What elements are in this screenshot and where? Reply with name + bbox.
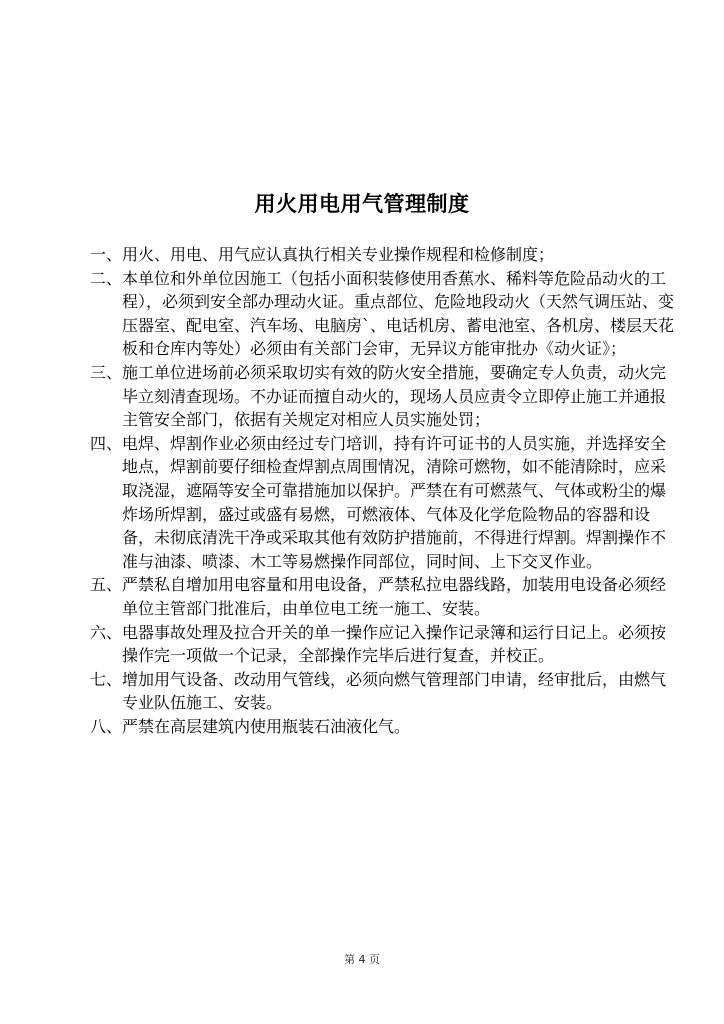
clause-number: 五、 [90, 575, 123, 595]
clause-item-5 [90, 573, 680, 620]
clause-number: 四、 [90, 433, 123, 453]
clause-item-2 [90, 267, 680, 361]
page-title: 用火用电用气管理制度 [254, 192, 470, 217]
clause-item-6 [90, 621, 680, 668]
clause-item-1 [90, 243, 680, 267]
clause-item-4 [90, 432, 680, 574]
clause-text: 施工单位进场前必须采取切实有效的防火安全措施，要确定专人负责，动火完毕立刻清查现场。不办证而擅自动火的，现场人员应责令立即停止施工并通报主管安全部门，依据有关规定对相应人员实施处罚； [122, 362, 667, 430]
clause-item-8 [90, 715, 680, 739]
clause-item-7 [90, 668, 680, 715]
clause-text: 本单位和外单位因施工（包括小面积装修使用香蕉水、稀料等危险品动火的工程），必须到安全部办理动火证。重点部位、危险地段动火（天然气调压站、变压器室、配电室、汽车场、电脑房`、电话机房、蓄电池室、各机房、楼层天花板和仓库内等处）必须由有关部门会审，无异议方能审批办《动火证》； [122, 268, 675, 359]
clause-text: 严禁私自增加用电容量和用电设备，严禁私拉电器线路，加装用电设备必须经单位主管部门批准后，由单位电工统一施工、安装。 [122, 575, 667, 618]
clause-text: 用火、用电、用气应认真执行相关专业操作规程和检修制度； [122, 245, 555, 264]
clause-number: 三、 [90, 362, 123, 382]
clause-text: 电焊、焊割作业必须由经过专门培训，持有许可证书的人员实施，并选择安全地点，焊割前要仔细检查焊割点周围情况，清除可燃物，如不能清除时，应采取浇湿，遮隔等安全可靠措施加以保护。严禁在有可燃蒸气、气体或粉尘的爆炸场所焊割，盛过或盛有易燃，可燃液体、气体及化学危险物品的容器和设备，未彻底清洗干净或采取其他有效防护措施前，不得进行焊割。焊割操作不准与油漆、喷漆、木工等易燃操作同部位，同时间、上下交叉作业。 [122, 433, 667, 571]
clause-text: 增加用气设备、改动用气管线，必须向燃气管理部门申请，经审批后，由燃气专业队伍施工、安装。 [122, 669, 667, 713]
clause-number: 七、 [90, 669, 123, 689]
clause-text: 电器事故处理及拉合开关的单一操作应记入操作记录簿和运行日记上。必须按操作完一项做一个记录，全部操作完毕后进行复查，并校正。 [122, 622, 667, 666]
clause-number: 六、 [90, 622, 123, 642]
clause-list [90, 243, 680, 738]
clause-text: 严禁在高层建筑内使用瓶装石油液化气。 [122, 716, 411, 736]
page-number: 第 4 页 [344, 953, 380, 966]
clause-number: 一、 [90, 245, 123, 264]
clause-number: 二、 [90, 268, 123, 288]
clause-number: 八、 [90, 716, 123, 736]
clause-item-3 [90, 361, 680, 432]
